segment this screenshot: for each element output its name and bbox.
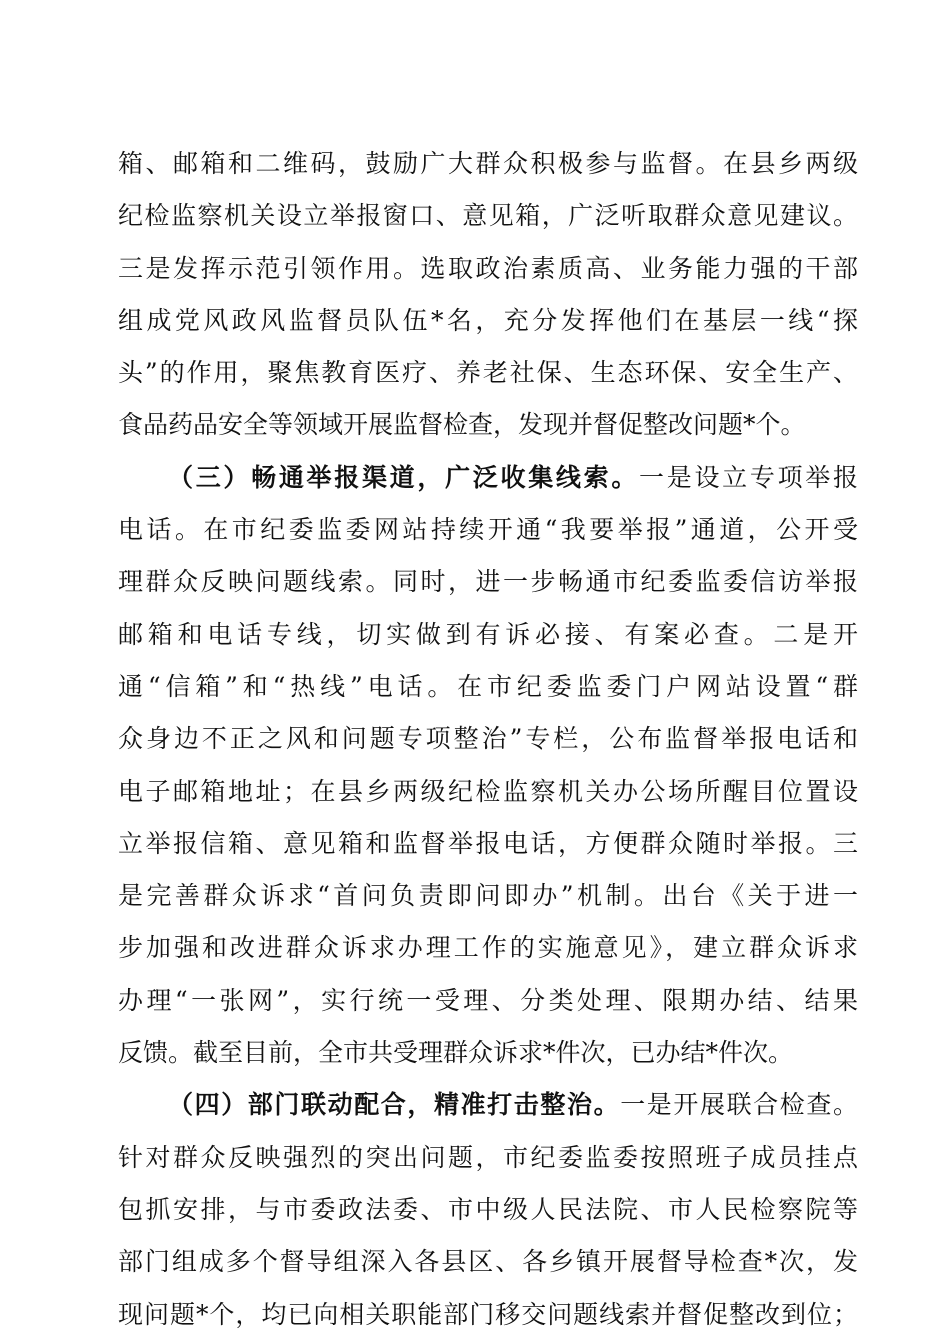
paragraph-line: 通“信箱”和“热线”电话。在市纪委监委门户网站设置“群	[118, 671, 858, 701]
section-4-heading: （四）部门联动配合，精准打击整治。	[168, 1090, 621, 1120]
paragraph-line: 头”的作用，聚焦教育医疗、养老社保、生态环保、安全生产、	[118, 358, 858, 388]
paragraph-line: 邮箱和电话专线，切实做到有诉必接、有案必查。二是开	[118, 619, 858, 649]
paragraph-line: 立举报信箱、意见箱和监督举报电话，方便群众随时举报。三	[118, 828, 858, 858]
paragraph-line: 理群众反映问题线索。同时，进一步畅通市纪委监委信访举报	[118, 567, 858, 597]
paragraph-line: 三是发挥示范引领作用。选取政治素质高、业务能力强的干部	[118, 253, 858, 283]
paragraph-line: 反馈。截至目前，全市共受理群众诉求*件次，已办结*件次。	[118, 1038, 794, 1068]
section-4-first-line	[118, 1079, 858, 1131]
paragraph-line: 众身边不正之风和问题专项整治”专栏，公布监督举报电话和	[118, 724, 858, 754]
paragraph-line: 箱、邮箱和二维码，鼓励广大群众积极参与监督。在县乡两级	[118, 149, 858, 178]
section-3-first-line-text: 一是设立专项举报	[639, 462, 858, 492]
paragraph-line: 食品药品安全等领域开展监督检查，发现并督促整改问题*个。	[118, 410, 806, 440]
section-3-first-line	[118, 452, 858, 504]
paragraph-line: 针对群众反映强烈的突出问题，市纪委监委按照班子成员挂点	[118, 1142, 858, 1172]
paragraph-line: 电话。在市纪委监委网站持续开通“我要举报”通道，公开受	[118, 515, 858, 545]
paragraph-line: 纪检监察机关设立举报窗口、意见箱，广泛听取群众意见建议。	[118, 201, 858, 231]
body-text	[118, 138, 858, 1341]
paragraph-line: 步加强和改进群众诉求办理工作的实施意见》，建立群众诉求	[118, 933, 858, 963]
paragraph-line: 办理“一张网”，实行统一受理、分类处理、限期办结、结果	[118, 985, 858, 1015]
paragraph-line: 包抓安排，与市委政法委、市中级人民法院、市人民检察院等	[118, 1194, 858, 1224]
paragraph-line: 部门组成多个督导组深入各县区、各乡镇开展督导检查*次，发	[118, 1247, 858, 1277]
paragraph-line: 现问题*个，均已向相关职能部门移交问题线索并督促整改到位；	[118, 1299, 858, 1329]
paragraph-line: 电子邮箱地址；在县乡两级纪检监察机关办公场所醒目位置设	[118, 776, 858, 806]
section-3-heading: （三）畅通举报渠道，广泛收集线索。	[168, 462, 640, 492]
section-4-first-line-text: 一是开展联合检查。	[620, 1090, 858, 1120]
paragraph-line: 是完善群众诉求“首问负责即问即办”机制。出台《关于进一	[118, 881, 858, 911]
paragraph-line: 组成党风政风监督员队伍*名，充分发挥他们在基层一线“探	[118, 305, 858, 335]
